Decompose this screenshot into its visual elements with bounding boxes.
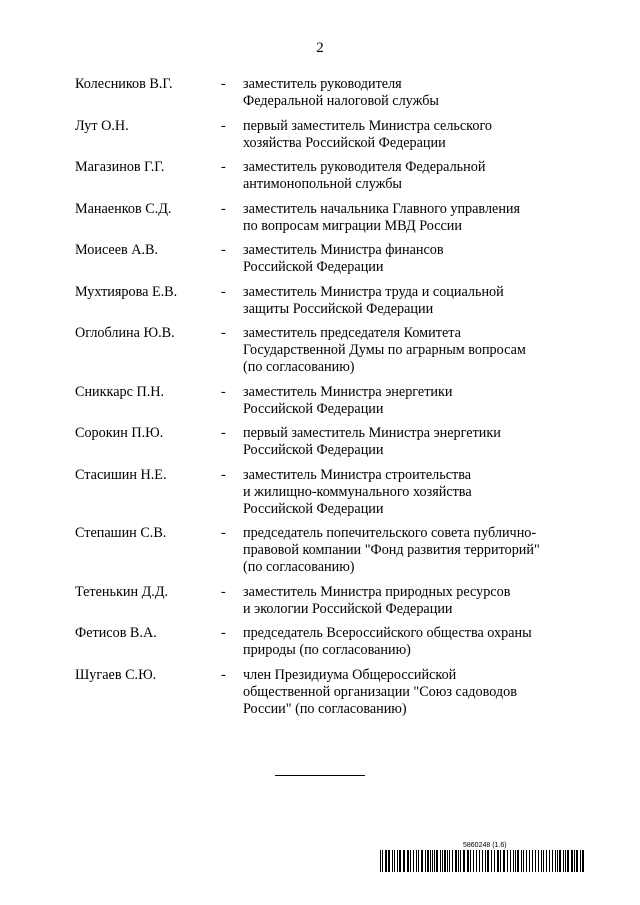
member-role: член Президиума Общероссийской общественной организации "Союз садоводов России" (по согласованию) xyxy=(243,666,517,717)
member-name: Оглоблина Ю.В. xyxy=(75,325,175,341)
list-item xyxy=(75,467,575,518)
member-role: председатель Всероссийского общества охраны природы (по согласованию) xyxy=(243,625,532,658)
list-item xyxy=(75,384,575,418)
member-name: Степашин С.В. xyxy=(75,525,167,541)
member-name: Манаенков С.Д. xyxy=(75,200,172,217)
members-list xyxy=(75,76,575,725)
member-name: Сорокин П.Ю. xyxy=(75,425,164,441)
dash: - xyxy=(221,625,226,641)
member-role: заместитель Министра энергетики Российской Федерации xyxy=(243,383,453,417)
list-item xyxy=(75,76,575,110)
member-name: Колесников В.Г. xyxy=(75,76,173,92)
dash: - xyxy=(221,383,226,400)
member-name: Мухтиярова Е.В. xyxy=(75,283,178,300)
member-name: Лут О.Н. xyxy=(75,117,129,134)
member-role: заместитель Министра строительства и жилищно-коммунального хозяйства Российской Федерации xyxy=(243,466,472,517)
dash: - xyxy=(221,466,226,483)
list-item xyxy=(75,625,575,659)
member-role: заместитель начальника Главного управления по вопросам миграции МВД России xyxy=(243,200,521,234)
member-role: заместитель Министра финансов Российской Федерации xyxy=(243,242,444,275)
member-name: Тетенькин Д.Д. xyxy=(75,583,169,600)
member-role: заместитель руководителя Федеральной антимонопольной службы xyxy=(243,159,486,192)
list-item xyxy=(75,284,575,318)
dash: - xyxy=(221,200,226,217)
dash: - xyxy=(221,525,226,541)
list-item xyxy=(75,584,575,618)
member-name: Шугаев С.Ю. xyxy=(75,666,157,683)
dash: - xyxy=(221,242,226,258)
member-role: председатель попечительского совета публично- правовой компании "Фонд развития территорий" (по согласованию) xyxy=(243,525,540,575)
list-item xyxy=(75,201,575,235)
list-item xyxy=(75,159,575,193)
page-number: 2 xyxy=(316,40,324,56)
separator-line xyxy=(275,775,365,776)
member-role: заместитель председателя Комитета Государственной Думы по аграрным вопросам (по согласованию) xyxy=(243,325,526,375)
member-role: заместитель Министра труда и социальной защиты Российской Федерации xyxy=(243,283,504,317)
member-role: первый заместитель Министра энергетики Российской Федерации xyxy=(243,425,501,458)
member-name: Фетисов В.А. xyxy=(75,625,157,641)
member-name: Стасишин Н.Е. xyxy=(75,466,167,483)
list-item xyxy=(75,325,575,376)
dash: - xyxy=(221,666,226,683)
list-item xyxy=(75,118,575,152)
dash: - xyxy=(221,425,226,441)
dash: - xyxy=(221,583,226,600)
member-name: Моисеев А.В. xyxy=(75,242,159,258)
member-role: заместитель Министра природных ресурсов и экологии Российской Федерации xyxy=(243,583,511,617)
dash: - xyxy=(221,325,226,341)
document-code: 5860248 (1.6) xyxy=(463,842,507,849)
dash: - xyxy=(221,117,226,134)
member-name: Магазинов Г.Г. xyxy=(75,159,165,175)
list-item xyxy=(75,667,575,718)
member-role: первый заместитель Министра сельского хозяйства Российской Федерации xyxy=(243,117,493,151)
dash: - xyxy=(221,283,226,300)
list-item xyxy=(75,525,575,576)
dash: - xyxy=(221,76,226,92)
member-role: заместитель руководителя Федеральной налоговой службы xyxy=(243,76,439,109)
member-name: Сниккарс П.Н. xyxy=(75,383,165,400)
list-item xyxy=(75,242,575,276)
dash: - xyxy=(221,159,226,175)
barcode xyxy=(380,850,585,872)
list-item xyxy=(75,425,575,459)
